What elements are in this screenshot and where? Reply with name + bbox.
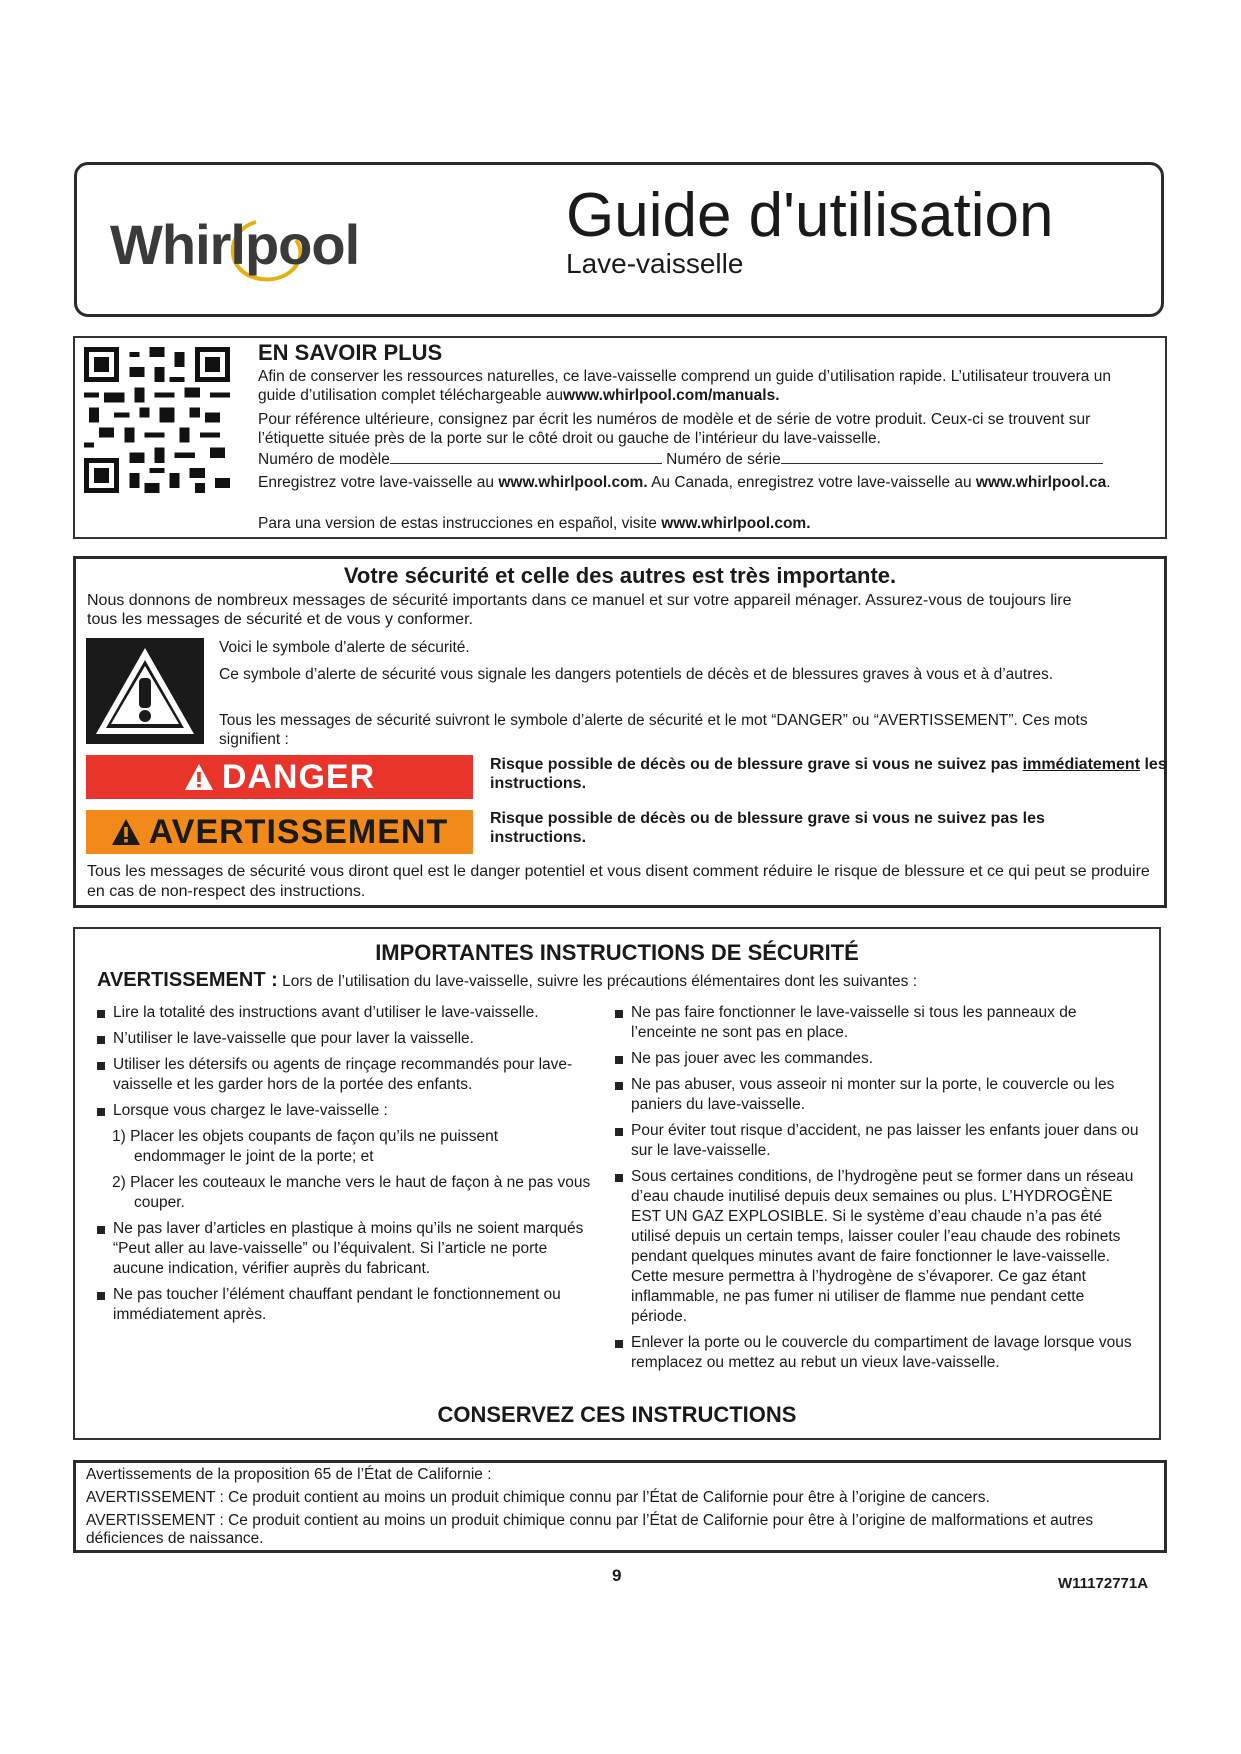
- safety-intro: Nous donnons de nombreux messages de sécurité importants dans ce manuel et sur votre appareil ménager. Assurez-vous de toujours lire tous les messages de sécurité et de vous y conformer.: [87, 592, 1072, 628]
- warning-intro-text: Lors de l’utilisation du lave-vaisselle, suivre les précautions élémentaires dont les suivantes :: [277, 973, 918, 990]
- model-number-label: Numéro de modèle: [258, 451, 390, 468]
- list-item-text: Lorsque vous chargez le lave-vaisselle :: [113, 1102, 388, 1119]
- keep-instructions-title: CONSERVEZ CES INSTRUCTIONS: [437, 1402, 797, 1427]
- warning-triangle-icon: [111, 818, 141, 846]
- danger-desc-end: les instructions.: [490, 756, 1167, 792]
- bullet-icon: [97, 1062, 105, 1070]
- list-item-text: Pour éviter tout risque d’accident, ne pas laisser les enfants jouer dans ou sur le lave-vaisselle.: [631, 1122, 1139, 1159]
- bullet-icon: [615, 1174, 623, 1182]
- warning-label: AVERTISSEMENT: [148, 812, 449, 851]
- bullet-icon: [97, 1010, 105, 1018]
- list-item: [615, 1167, 1140, 1327]
- warning-badge: [86, 810, 473, 854]
- warning-triangle-icon: [184, 763, 214, 791]
- qr-code-icon[interactable]: [84, 347, 230, 493]
- bullet-icon: [97, 1108, 105, 1116]
- register-us-link[interactable]: www.whirlpool.com.: [498, 474, 648, 491]
- list-item: [97, 1219, 592, 1279]
- page-number: 9: [612, 1566, 622, 1585]
- bullet-icon: [615, 1340, 623, 1348]
- manuals-link[interactable]: www.whirlpool.com/manuals.: [563, 387, 780, 404]
- danger-label: DANGER: [221, 757, 376, 796]
- register-text: Enregistrez votre lave-vaisselle au: [258, 474, 499, 491]
- list-item: [97, 1285, 592, 1325]
- list-item-text: Sous certaines conditions, de l’hydrogène peut se former dans un réseau d’eau chaude inutilisé depuis deux semaines ou plus. L’HYDROGÈNE EST UN GAZ EXPLOSIBLE. Si le système d’eau chaude n’a pas été utilisé depuis un certain temps, laisser couler l’eau chaude des robinets pendant quelques minutes avant de faire fonctionner le lave-vaisselle. Cette mesure permettra à l’hydrogène de s’évaporer. Ce gaz étant inflammable, ne pas fumer ni utiliser de flamme nue pendant cette période.: [631, 1168, 1134, 1325]
- alert-words-intro: Tous les messages de sécurité suivront le symbole d’alerte de sécurité et le mot “DANGER” ou “AVERTISSEMENT”. Ces mots signifient :: [219, 712, 1088, 748]
- serial-number-label: Numéro de série: [666, 451, 781, 468]
- spanish-link[interactable]: www.whirlpool.com.: [661, 515, 811, 532]
- list-item: [615, 1333, 1140, 1373]
- learn-more-paragraph: [258, 367, 1148, 405]
- safety-alert-icon: [86, 638, 204, 744]
- document-code: W11172771A: [1058, 1575, 1149, 1592]
- prop65-warning-birth-defects: AVERTISSEMENT : Ce produit contient au moins un produit chimique connu par l’État de Californie pour être à l’origine de malformations et autres déficiences de naissance.: [86, 1512, 1094, 1547]
- safety-outro: Tous les messages de sécurité vous diront quel est le danger potentiel et vous disent comment réduire le risque de blessure et ce qui peut se produire en cas de non-respect des instructions.: [87, 863, 1150, 900]
- bullet-icon: [97, 1226, 105, 1234]
- warning-intro-label: AVERTISSEMENT :: [97, 969, 278, 991]
- list-item: [97, 1029, 592, 1049]
- bullet-icon: [97, 1036, 105, 1044]
- list-item: [97, 1101, 592, 1121]
- bullet-icon: [615, 1128, 623, 1136]
- list-item: [615, 1121, 1140, 1161]
- list-item-text: Ne pas faire fonctionner le lave-vaisselle si tous les panneaux de l’enceinte ne sont pas en place.: [631, 1004, 1077, 1041]
- learn-more-text: Afin de conserver les ressources naturelles, ce lave-vaisselle comprend un guide d’utilisation rapide. L’utilisateur trouvera un guide d’utilisation complet téléchargeable au: [258, 368, 1111, 404]
- sub-list-item: 1) Placer les objets coupants de façon qu’ils ne puissent endommager le joint de la porte; et: [112, 1128, 499, 1165]
- prop65-warning-cancer: AVERTISSEMENT : Ce produit contient au moins un produit chimique connu par l’État de Californie pour être à l’origine de cancers.: [86, 1489, 990, 1506]
- list-item-text: Lire la totalité des instructions avant d’utiliser le lave-vaisselle.: [113, 1004, 539, 1021]
- page-title: Guide d'utilisation: [566, 181, 1054, 250]
- list-item-text: Enlever la porte ou le couvercle du compartiment de lavage lorsque vous remplacez ou mettez au rebut un vieux lave-vaisselle.: [631, 1334, 1132, 1371]
- register-paragraph: [258, 473, 1158, 492]
- list-item: [615, 1049, 1140, 1069]
- register-ca-link[interactable]: www.whirlpool.ca: [975, 474, 1107, 491]
- warning-description: Risque possible de décès ou de blessure grave si vous ne suivez pas les instructions.: [490, 810, 1045, 846]
- serial-number-field[interactable]: [781, 449, 1103, 464]
- bullet-icon: [615, 1082, 623, 1090]
- whirlpool-logo: [106, 200, 366, 290]
- danger-description: [490, 755, 1190, 793]
- logo-text: Whirlpool: [110, 213, 360, 276]
- alert-symbol-caption: Voici le symbole d’alerte de sécurité.: [219, 639, 470, 656]
- spanish-paragraph: [258, 514, 1158, 533]
- prop65-title: Avertissements de la proposition 65 de l’État de Californie :: [86, 1466, 492, 1483]
- list-item: [97, 1003, 592, 1023]
- list-item-text: Ne pas abuser, vous asseoir ni monter sur la porte, le couvercle ou les paniers du lave-vaisselle.: [631, 1076, 1115, 1113]
- list-item-text: Ne pas laver d’articles en plastique à moins qu’ils ne soient marqués “Peut aller au lave-vaisselle” ou l’équivalent. Si l’article ne porte aucune indication, vérifier auprès du fabricant.: [113, 1220, 584, 1277]
- warning-intro: [97, 969, 1147, 992]
- danger-desc-text: Risque possible de décès ou de blessure grave si vous ne suivez pas: [490, 756, 1023, 773]
- model-serial-line: [258, 449, 1158, 469]
- bullet-icon: [97, 1292, 105, 1300]
- alert-symbol-meaning: Ce symbole d’alerte de sécurité vous signale les dangers potentiels de décès et de blessures graves à vous et à d’autres.: [219, 666, 1054, 683]
- list-item-text: Ne pas jouer avec les commandes.: [631, 1050, 874, 1067]
- instructions-right-column: [615, 1003, 1140, 1379]
- list-item-text: N’utiliser le lave-vaisselle que pour laver la vaisselle.: [113, 1030, 474, 1047]
- list-item: [615, 1075, 1140, 1115]
- bullet-icon: [615, 1056, 623, 1064]
- page-subtitle: Lave-vaisselle: [566, 248, 744, 279]
- list-item-text: Utiliser les détersifs ou agents de rinçage recommandés pour lave-vaisselle et les garder hors de la portée des enfants.: [113, 1056, 573, 1093]
- sub-list-item: 2) Placer les couteaux le manche vers le haut de façon à ne pas vous couper.: [112, 1174, 591, 1211]
- model-number-field[interactable]: [390, 449, 662, 464]
- list-item-text: Ne pas toucher l’élément chauffant pendant le fonctionnement ou immédiatement après.: [113, 1286, 561, 1323]
- list-item: [97, 1055, 592, 1095]
- bullet-icon: [615, 1010, 623, 1018]
- register-period: .: [1106, 474, 1111, 491]
- important-title: IMPORTANTES INSTRUCTIONS DE SÉCURITÉ: [375, 940, 859, 965]
- instructions-left-column: [97, 1003, 592, 1331]
- list-item: [615, 1003, 1140, 1043]
- spanish-text: Para una version de estas instrucciones en español, visite: [258, 515, 662, 532]
- danger-desc-emphasis: immédiatement: [1022, 756, 1141, 773]
- learn-more-title: EN SAVOIR PLUS: [258, 340, 443, 365]
- safety-title: Votre sécurité et celle des autres est très importante.: [343, 563, 897, 588]
- record-numbers-paragraph: Pour référence ultérieure, consignez par écrit les numéros de modèle et de série de votre produit. Ceux-ci se trouvent sur l’étiquette située près de la porte sur le côté droit ou gauche de l’intérieur du lave-vaisselle.: [258, 411, 1091, 447]
- danger-badge: [86, 755, 473, 799]
- register-canada-text: Au Canada, enregistrez votre lave-vaisselle au: [647, 474, 976, 491]
